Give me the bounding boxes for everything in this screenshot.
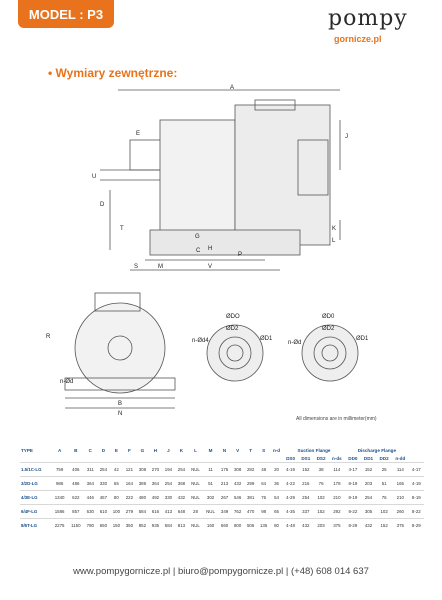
dim-label: B xyxy=(118,401,123,407)
value-cell: 1586 xyxy=(54,509,65,514)
value-cell: NUL xyxy=(191,467,200,472)
spacer-cell xyxy=(188,454,203,463)
value-cell: 203 xyxy=(364,481,373,486)
value-cell: 254 xyxy=(302,495,310,500)
dim-label: V xyxy=(208,264,213,270)
value-cell: 302 xyxy=(206,495,215,500)
spacer-cell xyxy=(231,454,244,463)
value-cell: 349 xyxy=(220,509,229,514)
value-cell: 584 xyxy=(164,523,173,529)
dim-label: ØD1 xyxy=(356,336,369,342)
value-cell: 279 xyxy=(125,509,134,514)
dim-label: M xyxy=(158,264,163,270)
value-cell: 165 xyxy=(396,481,404,486)
value-cell: 114 xyxy=(333,467,341,472)
column-header: n-d xyxy=(272,447,281,453)
spacer-cell xyxy=(218,454,231,463)
dim-label: N xyxy=(118,411,123,417)
pump-front-and-flanges xyxy=(40,278,410,418)
dim-label: L xyxy=(332,238,336,244)
value-cell: 260 xyxy=(396,509,404,514)
value-cell: 135 xyxy=(259,523,268,529)
value-cell: 759 xyxy=(55,467,64,472)
value-cell: 8-22 xyxy=(348,509,358,514)
value-cell: 299 xyxy=(246,481,255,486)
column-header: N xyxy=(222,447,227,453)
spacer-cell xyxy=(175,454,188,463)
value-cell: 121 xyxy=(125,467,134,472)
table-row xyxy=(20,519,424,533)
value-cell: 65 xyxy=(113,481,119,486)
discharge-flange-header: Discharge Flange xyxy=(357,447,396,453)
type-cell: 6/4F-LG xyxy=(21,509,38,514)
table-row xyxy=(20,505,424,519)
column-header: K xyxy=(179,447,184,453)
value-cell: 762 xyxy=(233,509,242,514)
column-header: F xyxy=(127,447,131,453)
value-cell: 51 xyxy=(381,481,387,486)
column-header: TYPE xyxy=(21,447,33,453)
dim-label: S xyxy=(134,264,139,270)
value-cell: 216 xyxy=(302,481,310,486)
value-cell: 48 xyxy=(261,467,267,472)
units-note: All dimensions are in millimeter(mm) xyxy=(296,416,377,422)
dim-label: D xyxy=(100,202,105,208)
spacer-cell xyxy=(136,454,149,463)
value-cell: 100 xyxy=(112,509,121,514)
dim-label: H xyxy=(208,246,213,252)
flange-subheader: DD0 xyxy=(348,455,358,461)
value-cell: 51 xyxy=(208,481,213,486)
value-cell: 160 xyxy=(206,523,215,529)
value-cell: 292 xyxy=(333,509,341,514)
value-cell: 630 xyxy=(86,509,94,514)
value-cell: NUL xyxy=(191,523,200,529)
value-cell: 622 xyxy=(72,495,80,500)
logo-name: pompy xyxy=(328,6,408,31)
value-cell: 254 xyxy=(99,467,108,472)
value-cell: 2275 xyxy=(54,523,65,529)
dim-label: ØDO xyxy=(226,314,240,320)
spacer-cell xyxy=(123,454,136,463)
type-cell: 1.5/1C-LG xyxy=(21,467,42,472)
spacer-cell xyxy=(149,454,162,463)
value-cell: 330 xyxy=(164,495,173,500)
value-cell: 210 xyxy=(396,495,404,500)
spacer-cell xyxy=(203,454,218,463)
value-cell: 381 xyxy=(246,495,255,500)
value-cell: 546 xyxy=(233,495,242,500)
value-cell: 857 xyxy=(72,509,80,514)
value-cell: 203 xyxy=(317,523,325,529)
value-cell: 76 xyxy=(381,495,387,500)
value-cell: 36 xyxy=(274,481,279,486)
value-cell: 660 xyxy=(220,523,229,529)
value-cell: 28 xyxy=(193,509,198,514)
value-cell: 852 xyxy=(138,523,147,529)
value-cell: 38 xyxy=(318,467,324,472)
pump-side-drawing xyxy=(40,80,410,280)
value-cell: NUL xyxy=(206,509,215,514)
value-cell: 1150 xyxy=(71,523,81,529)
dim-label: T xyxy=(120,226,124,232)
value-cell: 486 xyxy=(72,481,80,486)
column-header: T xyxy=(249,447,253,453)
value-cell: 254 xyxy=(177,467,186,472)
dim-label: U xyxy=(92,174,97,180)
flange-subheader: n-ds xyxy=(332,455,342,461)
column-header: J xyxy=(167,447,170,453)
value-cell: 76 xyxy=(261,495,267,500)
value-cell: 8-29 xyxy=(348,523,358,529)
value-cell: 432 xyxy=(302,523,310,529)
value-cell: 364 xyxy=(86,481,94,486)
value-cell: 368 xyxy=(177,481,186,486)
spacer-cell xyxy=(84,454,97,463)
value-cell: 432 xyxy=(364,523,373,529)
value-cell: 25 xyxy=(381,467,387,472)
spacer-cell xyxy=(257,454,270,463)
value-cell: 800 xyxy=(233,523,242,529)
value-cell: 413 xyxy=(164,509,173,514)
value-cell: 76 xyxy=(318,481,324,486)
value-cell: 152 xyxy=(364,467,373,472)
value-cell: 20 xyxy=(274,467,279,472)
value-cell: 80 xyxy=(113,495,119,500)
column-header: B xyxy=(74,447,78,453)
value-cell: 650 xyxy=(99,523,108,529)
value-cell: 389 xyxy=(138,481,147,486)
value-cell: 267 xyxy=(220,495,229,500)
value-cell: 11 xyxy=(208,467,213,472)
value-cell: 616 xyxy=(151,509,160,514)
flange-subheader: n-dd xyxy=(395,455,406,461)
dim-label: ØD2 xyxy=(322,326,335,332)
value-cell: 4-29 xyxy=(286,495,295,500)
dim-label: G xyxy=(195,234,200,240)
value-cell: 114 xyxy=(396,467,404,472)
value-cell: 8-29 xyxy=(411,523,421,529)
type-cell: 8/6T-LG xyxy=(21,523,38,529)
value-cell: 492 xyxy=(151,495,160,500)
value-cell: 150 xyxy=(112,523,121,529)
value-cell: 935 xyxy=(151,523,160,529)
value-cell: 311 xyxy=(86,467,94,472)
value-cell: 4-17 xyxy=(348,467,358,472)
value-cell: 54 xyxy=(274,495,279,500)
value-cell: 432 xyxy=(233,481,242,486)
value-cell: NUL xyxy=(191,495,200,500)
column-header: D xyxy=(101,447,106,453)
flange-subheader: DS2 xyxy=(316,455,326,461)
value-cell: 254 xyxy=(364,495,373,500)
value-cell: 213 xyxy=(220,481,229,486)
value-cell: 4-17 xyxy=(411,467,421,472)
value-cell: 813 xyxy=(177,523,186,529)
column-header: H xyxy=(153,447,158,453)
column-header: C xyxy=(88,447,92,453)
value-cell: 648 xyxy=(177,509,186,514)
value-cell: 80 xyxy=(274,523,279,529)
value-cell: 350 xyxy=(125,523,134,529)
spacer-cell xyxy=(97,454,110,463)
dim-label: J xyxy=(345,134,348,140)
flange-subheader: DD1 xyxy=(363,455,374,461)
dim-label: R xyxy=(46,334,51,340)
spacer-cell xyxy=(270,454,283,463)
value-cell: 222 xyxy=(125,495,134,500)
type-cell: 3/2D-LG xyxy=(21,481,38,486)
flange-subheader: DD2 xyxy=(379,455,389,461)
table-header-row xyxy=(20,446,424,454)
table-subheader-row xyxy=(20,454,424,463)
value-cell: 308 xyxy=(233,467,242,472)
value-cell: 175 xyxy=(220,467,229,472)
value-cell: 470 xyxy=(246,509,255,514)
footer-contact[interactable]: www.pompygornicze.pl | biuro@pompygornicze.pl | (+48) 608 014 637 xyxy=(73,566,369,577)
value-cell: 446 xyxy=(86,495,94,500)
flange-subheader: DS1 xyxy=(301,455,311,461)
value-cell: 780 xyxy=(86,523,94,529)
value-cell: 308 xyxy=(138,467,147,472)
dim-label: n-Ød xyxy=(288,340,302,346)
value-cell: 1340 xyxy=(54,495,65,500)
column-header: L xyxy=(194,447,197,453)
value-cell: 337 xyxy=(302,509,310,514)
dim-label: ØD1 xyxy=(260,336,273,342)
dim-label: A xyxy=(230,85,235,91)
dim-label: n-Ød xyxy=(60,379,74,385)
model-tab: MODEL : P3 xyxy=(18,0,114,28)
spacer-cell xyxy=(68,454,84,463)
spacer-cell xyxy=(110,454,123,463)
value-cell: 194 xyxy=(164,467,173,472)
column-header: V xyxy=(236,447,240,453)
value-cell: 102 xyxy=(317,495,325,500)
value-cell: 4-22 xyxy=(286,481,295,486)
value-cell: 164 xyxy=(125,481,134,486)
value-cell: 270 xyxy=(151,467,160,472)
type-cell: 4/3E-LG xyxy=(21,495,38,500)
dim-label: n-Ød4 xyxy=(192,338,209,344)
column-header: A xyxy=(57,447,62,453)
value-cell: 4-35 xyxy=(286,509,295,514)
suction-flange-header: Suction Flange xyxy=(297,447,331,453)
value-cell: 375 xyxy=(396,523,404,529)
column-header: E xyxy=(114,447,118,453)
dim-label: P xyxy=(238,252,243,258)
value-cell: 480 xyxy=(138,495,147,500)
value-cell: 64 xyxy=(261,481,267,486)
column-header: S xyxy=(262,447,266,453)
value-cell: 4-19 xyxy=(411,481,421,486)
spacer-cell xyxy=(244,454,257,463)
flange-subheader: DS0 xyxy=(286,455,296,461)
value-cell: 584 xyxy=(138,509,147,514)
value-cell: 364 xyxy=(151,481,160,486)
column-header: G xyxy=(140,447,145,453)
table-row xyxy=(20,463,424,477)
dimensions-table xyxy=(20,446,424,533)
value-cell: 282 xyxy=(246,467,255,472)
table-row xyxy=(20,491,424,505)
spacer-cell xyxy=(51,454,67,463)
value-cell: 8-19 xyxy=(411,495,421,500)
value-cell: 432 xyxy=(177,495,186,500)
dim-label: E xyxy=(136,131,141,137)
value-cell: 506 xyxy=(246,523,255,529)
value-cell: 152 xyxy=(302,467,310,472)
value-cell: 406 xyxy=(72,467,80,472)
value-cell: 254 xyxy=(164,481,173,486)
value-cell: 4-19 xyxy=(286,467,295,472)
value-cell: 65 xyxy=(274,509,279,514)
dim-label: K xyxy=(332,226,337,232)
value-cell: 4-48 xyxy=(286,523,295,529)
value-cell: 102 xyxy=(380,509,388,514)
value-cell: 178 xyxy=(333,481,341,486)
value-cell: 330 xyxy=(99,481,108,486)
value-cell: 305 xyxy=(364,509,373,514)
value-cell: 8-19 xyxy=(348,495,358,500)
dim-label: ØD0 xyxy=(322,314,335,320)
value-cell: 610 xyxy=(99,509,108,514)
value-cell: 210 xyxy=(333,495,341,500)
spacer-cell xyxy=(162,454,175,463)
value-cell: 42 xyxy=(113,467,119,472)
company-logo[interactable] xyxy=(318,6,428,50)
section-title: • Wymiary zewnętrzne: xyxy=(48,66,178,80)
spacer-cell xyxy=(20,454,51,463)
value-cell: 986 xyxy=(55,481,64,486)
value-cell: 457 xyxy=(99,495,108,500)
dim-label: ØD2 xyxy=(226,326,239,332)
dim-label: C xyxy=(196,248,201,254)
value-cell: 152 xyxy=(317,509,325,514)
value-cell: 8-19 xyxy=(348,481,358,486)
value-cell: 152 xyxy=(380,523,388,529)
value-cell: 98 xyxy=(261,509,267,514)
table-row xyxy=(20,477,424,491)
value-cell: NUL xyxy=(191,481,200,486)
value-cell: 8-22 xyxy=(411,509,421,514)
value-cell: 375 xyxy=(333,523,341,529)
column-header: M xyxy=(208,447,213,453)
logo-sub: gornicze.pl xyxy=(334,34,382,44)
